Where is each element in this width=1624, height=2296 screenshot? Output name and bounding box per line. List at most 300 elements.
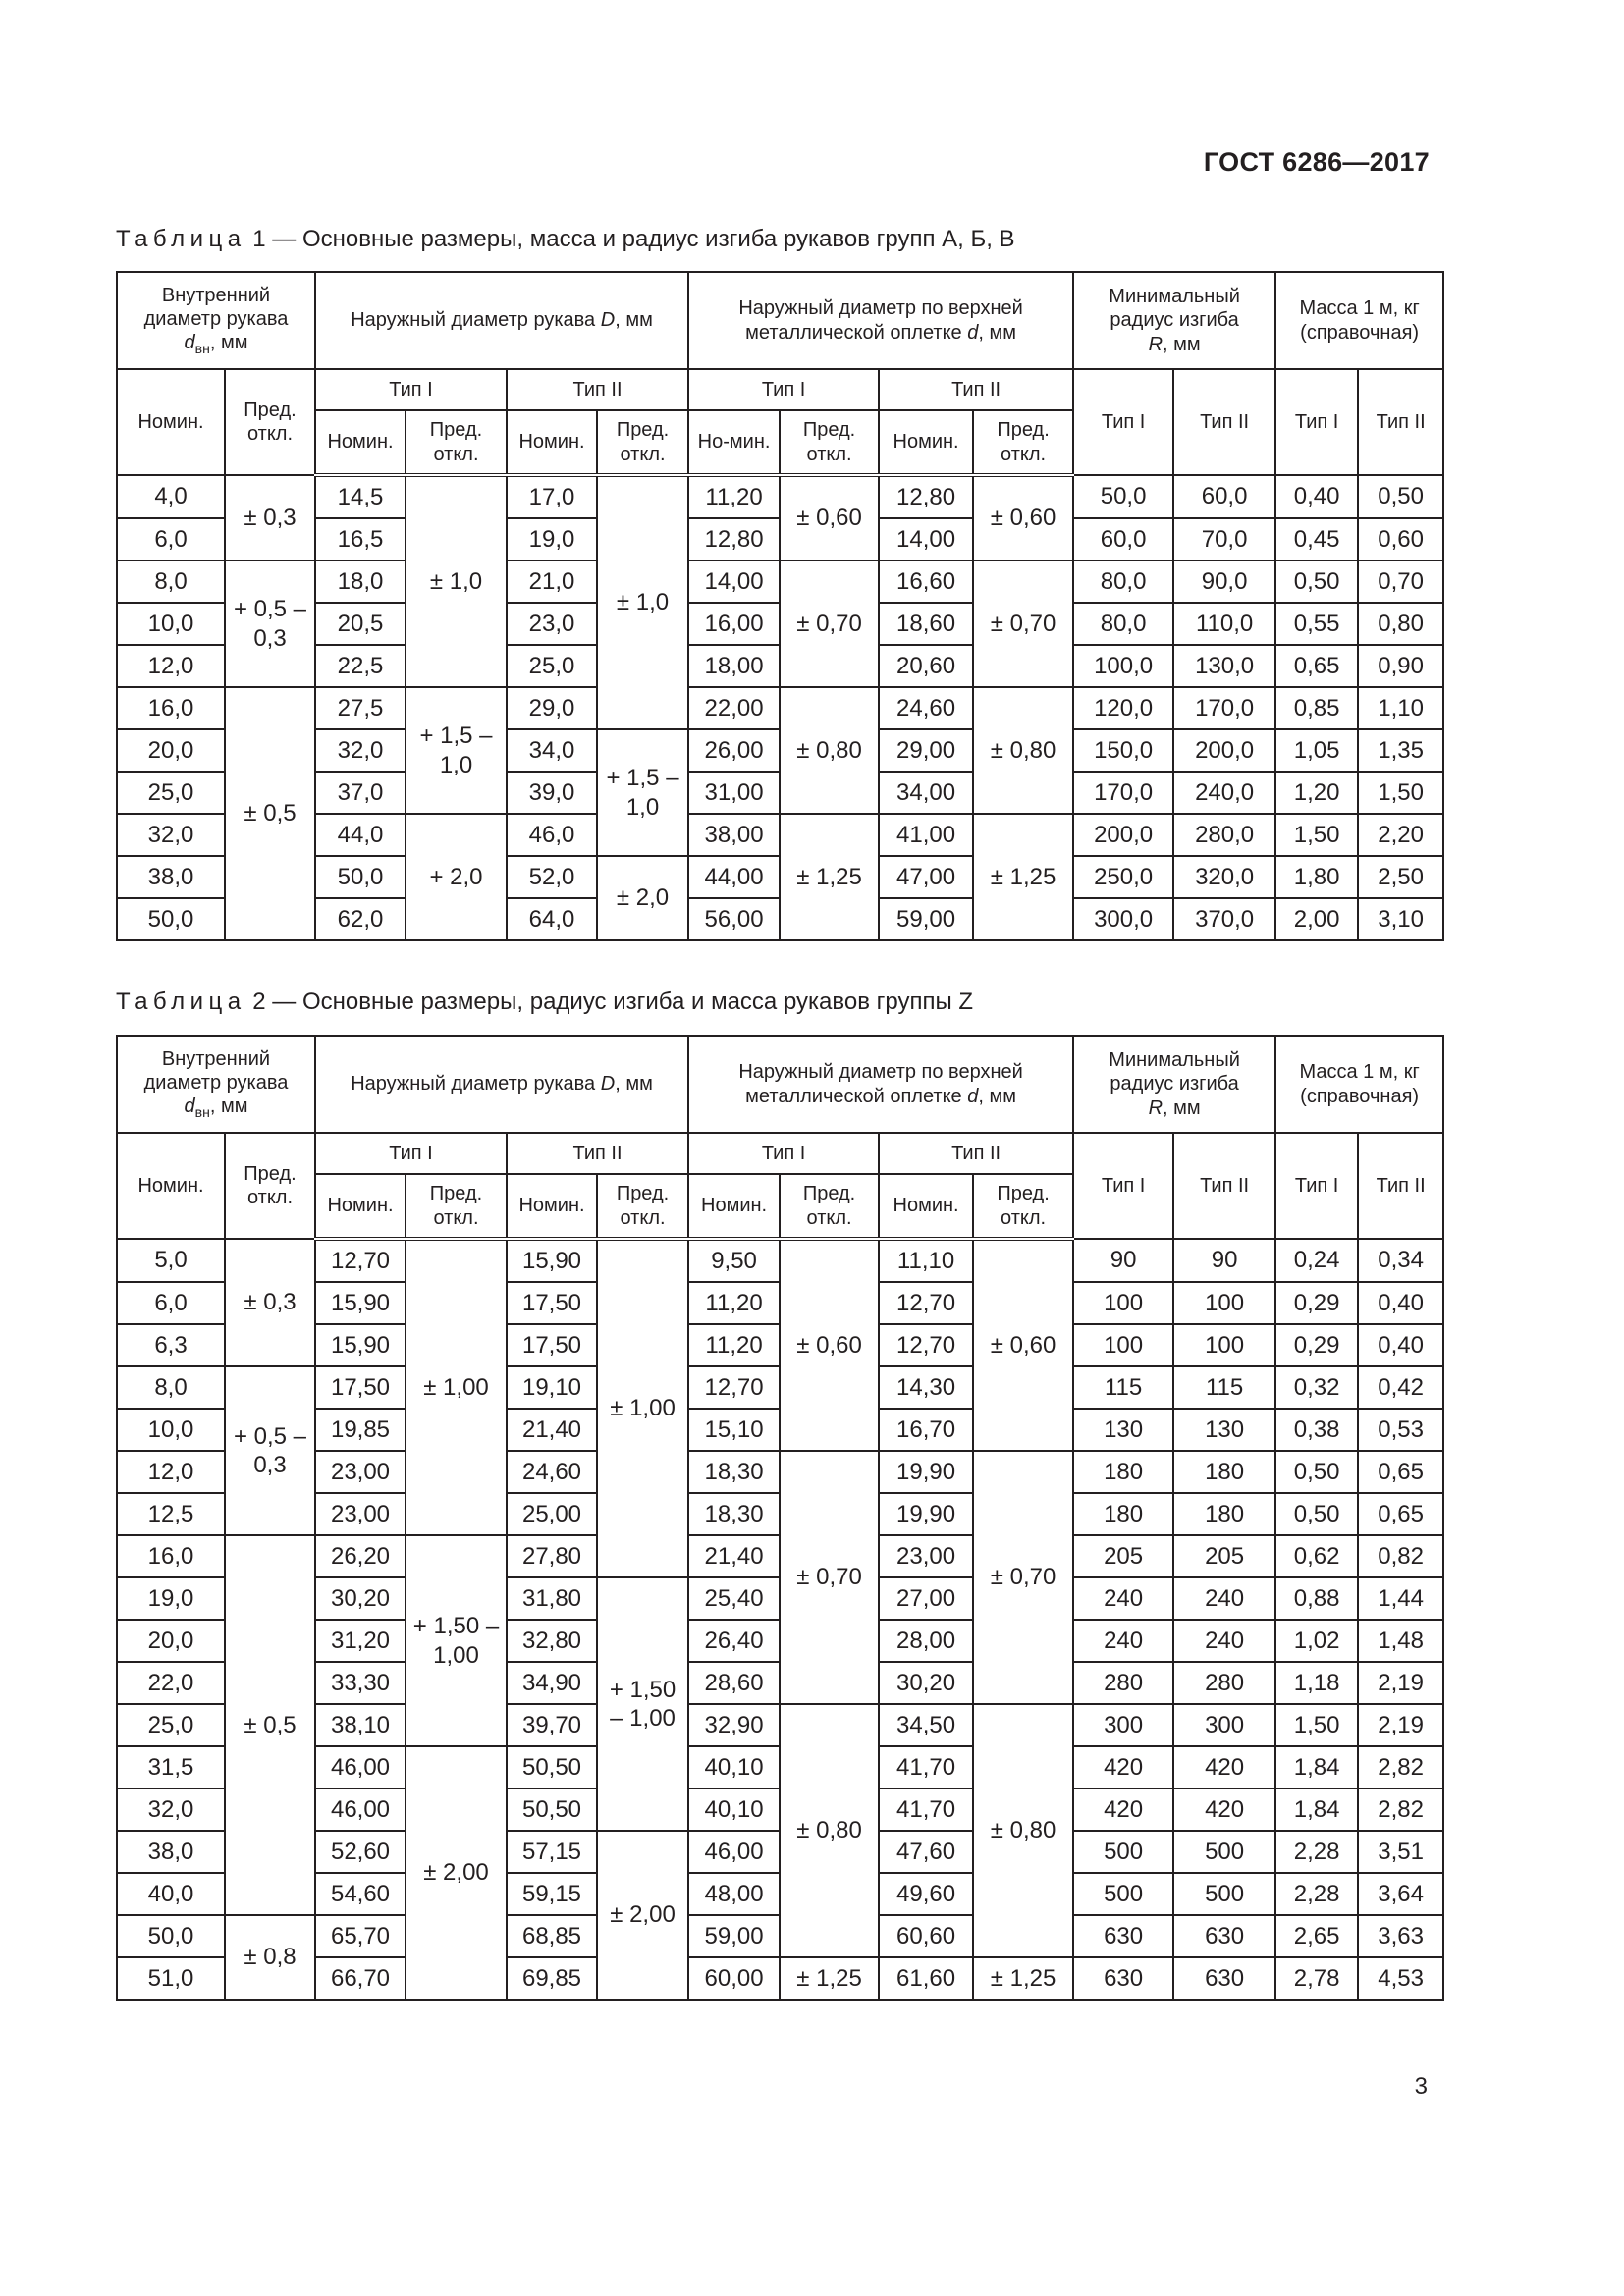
cell-d2-nom: 14,00 xyxy=(879,518,973,561)
cell-d1-dev: ± 0,80 xyxy=(780,1704,879,1957)
cell-inner-nom: 10,0 xyxy=(117,603,225,645)
cell-d2-nom: 12,70 xyxy=(879,1324,973,1366)
cell-m1: 2,00 xyxy=(1275,898,1358,940)
cell-D2-dev: + 1,5 – 1,0 xyxy=(597,729,688,856)
cell-d1-dev: ± 0,70 xyxy=(780,1451,879,1704)
cell-d2-dev: ± 0,70 xyxy=(973,561,1073,687)
header-D-type2: Тип II xyxy=(507,1133,688,1174)
cell-inner-nom: 25,0 xyxy=(117,772,225,814)
cell-D1-nom: 12,70 xyxy=(315,1239,406,1282)
cell-D2-nom: 21,0 xyxy=(507,561,597,603)
cell-R1: 115 xyxy=(1073,1366,1173,1409)
table2-caption-text: 2 — Основные размеры, радиус изгиба и масса рукавов группы Z xyxy=(252,988,974,1015)
cell-R1: 200,0 xyxy=(1073,814,1173,856)
header-braid-type2: Тип II xyxy=(879,369,1073,410)
header-mass-type1: Тип I xyxy=(1275,369,1358,475)
cell-inner-nom: 25,0 xyxy=(117,1704,225,1746)
d-subscript: вн xyxy=(194,1104,210,1121)
cell-inner-nom: 32,0 xyxy=(117,1789,225,1831)
table1-caption-word: Таблица xyxy=(116,226,246,252)
header-braid-diameter-text: Наружный диаметр по верхней металлической оплетке xyxy=(738,1061,1023,1107)
cell-inner-dev: ± 0,3 xyxy=(225,1239,315,1366)
cell-d2-nom: 18,60 xyxy=(879,603,973,645)
cell-m1: 1,84 xyxy=(1275,1789,1358,1831)
table2-caption-word: Таблица xyxy=(116,988,246,1015)
cell-m2: 0,70 xyxy=(1358,561,1443,603)
cell-d2-nom: 34,50 xyxy=(879,1704,973,1746)
cell-d1-nom: 48,00 xyxy=(688,1873,780,1915)
cell-d2-dev: ± 0,80 xyxy=(973,687,1073,814)
cell-R2: 100 xyxy=(1173,1282,1275,1324)
cell-inner-nom: 6,0 xyxy=(117,518,225,561)
cell-D1-nom: 15,90 xyxy=(315,1282,406,1324)
cell-D1-nom: 50,0 xyxy=(315,856,406,898)
cell-d2-nom: 19,90 xyxy=(879,1451,973,1493)
cell-D2-nom: 25,0 xyxy=(507,645,597,687)
header-inner-nom: Номин. xyxy=(117,1133,225,1239)
table2-caption xyxy=(116,988,973,1016)
cell-d2-nom: 41,70 xyxy=(879,1789,973,1831)
cell-d2-nom: 28,00 xyxy=(879,1620,973,1662)
cell-d1-nom: 59,00 xyxy=(688,1915,780,1957)
header-radius-type2: Тип II xyxy=(1173,369,1275,475)
cell-R1: 630 xyxy=(1073,1915,1173,1957)
table2 xyxy=(116,1035,1444,2001)
header-d2-nom: Номин. xyxy=(879,410,973,475)
cell-D1-nom: 20,5 xyxy=(315,603,406,645)
cell-inner-dev: ± 0,8 xyxy=(225,1915,315,2000)
cell-inner-nom: 6,3 xyxy=(117,1324,225,1366)
cell-m2: 1,35 xyxy=(1358,729,1443,772)
cell-D2-dev: ± 2,00 xyxy=(597,1831,688,2000)
cell-R1: 205 xyxy=(1073,1535,1173,1577)
cell-m2: 1,44 xyxy=(1358,1577,1443,1620)
cell-d1-nom: 46,00 xyxy=(688,1831,780,1873)
table-row xyxy=(117,561,1443,603)
cell-D1-nom: 54,60 xyxy=(315,1873,406,1915)
header-radius-type1: Тип I xyxy=(1073,369,1173,475)
cell-inner-nom: 51,0 xyxy=(117,1957,225,2000)
cell-d2-nom: 23,00 xyxy=(879,1535,973,1577)
table1-caption-text: 1 — Основные размеры, масса и радиус изгиба рукавов групп А, Б, В xyxy=(252,226,1015,252)
header-D-type2: Тип II xyxy=(507,369,688,410)
cell-D2-dev: ± 2,0 xyxy=(597,856,688,940)
cell-d1-nom: 9,50 xyxy=(688,1239,780,1282)
header-inner-nom: Номин. xyxy=(117,369,225,475)
cell-D2-nom: 21,40 xyxy=(507,1409,597,1451)
d-symbol: d xyxy=(184,332,195,354)
d-unit: , мм xyxy=(209,332,248,354)
cell-inner-dev: + 0,5 – 0,3 xyxy=(225,1366,315,1535)
cell-d2-dev: ± 0,80 xyxy=(973,1704,1073,1957)
cell-R1: 100 xyxy=(1073,1324,1173,1366)
cell-m1: 0,40 xyxy=(1275,475,1358,518)
cell-m2: 2,19 xyxy=(1358,1662,1443,1704)
cell-d2-nom: 12,70 xyxy=(879,1282,973,1324)
cell-D2-nom: 25,00 xyxy=(507,1493,597,1535)
cell-R1: 420 xyxy=(1073,1746,1173,1789)
header-D2-dev: Пред. откл. xyxy=(597,1174,688,1239)
cell-R2: 70,0 xyxy=(1173,518,1275,561)
cell-D1-nom: 14,5 xyxy=(315,475,406,518)
cell-D2-dev: + 1,50 – 1,00 xyxy=(597,1577,688,1831)
cell-D1-nom: 16,5 xyxy=(315,518,406,561)
header-mass-type2: Тип II xyxy=(1358,1133,1443,1239)
header-inner-dev: Пред. откл. xyxy=(225,1133,315,1239)
cell-R2: 630 xyxy=(1173,1915,1275,1957)
cell-inner-dev: + 0,5 – 0,3 xyxy=(225,561,315,687)
cell-D1-nom: 52,60 xyxy=(315,1831,406,1873)
cell-m2: 1,48 xyxy=(1358,1620,1443,1662)
cell-d1-nom: 26,40 xyxy=(688,1620,780,1662)
cell-R1: 80,0 xyxy=(1073,561,1173,603)
braid-d-unit: , мм xyxy=(978,1085,1016,1107)
cell-m2: 2,82 xyxy=(1358,1746,1443,1789)
header-min-radius-text: Минимальный радиус изгиба xyxy=(1109,285,1240,332)
D-symbol: D xyxy=(600,309,616,332)
header-outer-diameter-text: Наружный диаметр рукава xyxy=(351,1073,601,1095)
cell-inner-nom: 31,5 xyxy=(117,1746,225,1789)
cell-d1-nom: 32,90 xyxy=(688,1704,780,1746)
table-row xyxy=(117,814,1443,856)
cell-D1-dev: + 1,50 – 1,00 xyxy=(406,1535,507,1746)
cell-m2: 0,82 xyxy=(1358,1535,1443,1577)
cell-d2-nom: 60,60 xyxy=(879,1915,973,1957)
cell-d1-nom: 14,00 xyxy=(688,561,780,603)
cell-d2-nom: 41,70 xyxy=(879,1746,973,1789)
cell-D2-nom: 29,0 xyxy=(507,687,597,729)
cell-R1: 170,0 xyxy=(1073,772,1173,814)
D-unit: , мм xyxy=(615,1073,653,1095)
cell-d1-nom: 25,40 xyxy=(688,1577,780,1620)
cell-d2-nom: 41,00 xyxy=(879,814,973,856)
cell-m1: 0,65 xyxy=(1275,645,1358,687)
cell-m2: 2,50 xyxy=(1358,856,1443,898)
cell-d1-nom: 21,40 xyxy=(688,1535,780,1577)
cell-D1-dev: ± 2,00 xyxy=(406,1746,507,2000)
header-D2-nom: Номин. xyxy=(507,1174,597,1239)
table1 xyxy=(116,271,1444,941)
cell-m1: 0,38 xyxy=(1275,1409,1358,1451)
cell-m2: 3,63 xyxy=(1358,1915,1443,1957)
cell-m2: 0,50 xyxy=(1358,475,1443,518)
D-unit: , мм xyxy=(615,309,653,332)
cell-R1: 500 xyxy=(1073,1831,1173,1873)
cell-D2-nom: 32,80 xyxy=(507,1620,597,1662)
cell-m1: 0,45 xyxy=(1275,518,1358,561)
cell-d2-nom: 24,60 xyxy=(879,687,973,729)
cell-d1-nom: 18,30 xyxy=(688,1451,780,1493)
cell-d1-dev: ± 0,60 xyxy=(780,1239,879,1451)
cell-D2-nom: 19,0 xyxy=(507,518,597,561)
cell-d1-nom: 38,00 xyxy=(688,814,780,856)
cell-D1-nom: 17,50 xyxy=(315,1366,406,1409)
cell-d2-nom: 14,30 xyxy=(879,1366,973,1409)
table-row xyxy=(117,1239,1443,1282)
header-D-type1: Тип I xyxy=(315,1133,507,1174)
d-unit: , мм xyxy=(209,1095,248,1118)
cell-R1: 50,0 xyxy=(1073,475,1173,518)
cell-m2: 2,82 xyxy=(1358,1789,1443,1831)
cell-D1-nom: 62,0 xyxy=(315,898,406,940)
cell-d2-dev: ± 0,60 xyxy=(973,1239,1073,1451)
cell-d2-nom: 19,90 xyxy=(879,1493,973,1535)
cell-inner-nom: 16,0 xyxy=(117,1535,225,1577)
cell-d2-dev: ± 0,70 xyxy=(973,1451,1073,1704)
header-inner-dev: Пред. откл. xyxy=(225,369,315,475)
cell-D1-nom: 33,30 xyxy=(315,1662,406,1704)
d-symbol: d xyxy=(184,1095,195,1118)
cell-m2: 0,42 xyxy=(1358,1366,1443,1409)
cell-m2: 0,40 xyxy=(1358,1282,1443,1324)
cell-inner-nom: 22,0 xyxy=(117,1662,225,1704)
cell-inner-dev: ± 0,5 xyxy=(225,687,315,940)
cell-inner-dev: ± 0,3 xyxy=(225,475,315,561)
cell-D2-nom: 50,50 xyxy=(507,1789,597,1831)
cell-R1: 100 xyxy=(1073,1282,1173,1324)
cell-d2-dev: ± 1,25 xyxy=(973,814,1073,940)
cell-inner-nom: 6,0 xyxy=(117,1282,225,1324)
cell-R1: 240 xyxy=(1073,1620,1173,1662)
cell-R2: 300 xyxy=(1173,1704,1275,1746)
cell-R2: 200,0 xyxy=(1173,729,1275,772)
table-row xyxy=(117,1957,1443,2000)
header-D2-nom: Номин. xyxy=(507,410,597,475)
cell-m1: 2,28 xyxy=(1275,1873,1358,1915)
cell-inner-nom: 50,0 xyxy=(117,1915,225,1957)
cell-d2-nom: 47,00 xyxy=(879,856,973,898)
header-d1-nom: Но-мин. xyxy=(688,410,780,475)
cell-inner-dev: ± 0,5 xyxy=(225,1535,315,1915)
cell-D2-nom: 39,70 xyxy=(507,1704,597,1746)
page-number: 3 xyxy=(1414,2073,1428,2100)
cell-m2: 1,50 xyxy=(1358,772,1443,814)
header-min-radius xyxy=(1073,1036,1275,1133)
header-inner-diameter xyxy=(117,1036,315,1133)
cell-m1: 0,29 xyxy=(1275,1282,1358,1324)
cell-D2-nom: 34,0 xyxy=(507,729,597,772)
cell-D1-nom: 65,70 xyxy=(315,1915,406,1957)
cell-d1-nom: 26,00 xyxy=(688,729,780,772)
header-mass-type2: Тип II xyxy=(1358,369,1443,475)
header-D1-dev: Пред. откл. xyxy=(406,410,507,475)
cell-D1-dev: + 1,5 – 1,0 xyxy=(406,687,507,814)
cell-R1: 500 xyxy=(1073,1873,1173,1915)
cell-R1: 240 xyxy=(1073,1577,1173,1620)
cell-d1-dev: ± 0,60 xyxy=(780,475,879,561)
header-min-radius xyxy=(1073,272,1275,369)
cell-m1: 0,85 xyxy=(1275,687,1358,729)
cell-d1-nom: 11,20 xyxy=(688,1282,780,1324)
cell-D1-nom: 26,20 xyxy=(315,1535,406,1577)
document-code: ГОСТ 6286—2017 xyxy=(1203,147,1430,177)
cell-D1-nom: 37,0 xyxy=(315,772,406,814)
cell-inner-nom: 19,0 xyxy=(117,1577,225,1620)
cell-m2: 0,53 xyxy=(1358,1409,1443,1451)
cell-D2-nom: 17,0 xyxy=(507,475,597,518)
header-inner-diameter-text: Внутренний диаметр рукава xyxy=(143,284,289,330)
cell-D2-nom: 19,10 xyxy=(507,1366,597,1409)
cell-m1: 0,32 xyxy=(1275,1366,1358,1409)
cell-d1-nom: 11,20 xyxy=(688,475,780,518)
cell-m2: 0,65 xyxy=(1358,1451,1443,1493)
cell-R1: 250,0 xyxy=(1073,856,1173,898)
cell-D1-dev: ± 1,00 xyxy=(406,1239,507,1535)
R-symbol: R xyxy=(1148,1096,1164,1119)
cell-m2: 0,65 xyxy=(1358,1493,1443,1535)
cell-inner-nom: 5,0 xyxy=(117,1239,225,1282)
cell-R2: 115 xyxy=(1173,1366,1275,1409)
cell-D2-nom: 64,0 xyxy=(507,898,597,940)
header-d2-dev: Пред. откл. xyxy=(973,410,1073,475)
cell-D1-nom: 15,90 xyxy=(315,1324,406,1366)
header-radius-type1: Тип I xyxy=(1073,1133,1173,1239)
table-row xyxy=(117,1704,1443,1746)
braid-d-unit: , мм xyxy=(978,321,1016,344)
cell-d2-nom: 16,60 xyxy=(879,561,973,603)
cell-D2-nom: 69,85 xyxy=(507,1957,597,2000)
cell-D2-dev: ± 1,0 xyxy=(597,475,688,729)
cell-inner-nom: 8,0 xyxy=(117,561,225,603)
cell-D2-nom: 34,90 xyxy=(507,1662,597,1704)
cell-inner-nom: 10,0 xyxy=(117,1409,225,1451)
cell-D2-dev: ± 1,00 xyxy=(597,1239,688,1577)
cell-R2: 130,0 xyxy=(1173,645,1275,687)
cell-m1: 1,20 xyxy=(1275,772,1358,814)
cell-R1: 180 xyxy=(1073,1493,1173,1535)
cell-m2: 0,80 xyxy=(1358,603,1443,645)
R-unit: , мм xyxy=(1163,333,1201,355)
cell-m1: 1,80 xyxy=(1275,856,1358,898)
header-inner-diameter xyxy=(117,272,315,369)
cell-d1-nom: 22,00 xyxy=(688,687,780,729)
header-D2-dev: Пред. откл. xyxy=(597,410,688,475)
cell-m2: 0,90 xyxy=(1358,645,1443,687)
cell-R1: 300,0 xyxy=(1073,898,1173,940)
braid-d-symbol: d xyxy=(967,321,979,344)
cell-R1: 80,0 xyxy=(1073,603,1173,645)
table-row xyxy=(117,475,1443,518)
cell-R1: 420 xyxy=(1073,1789,1173,1831)
cell-R2: 280 xyxy=(1173,1662,1275,1704)
cell-D1-nom: 19,85 xyxy=(315,1409,406,1451)
cell-inner-nom: 38,0 xyxy=(117,1831,225,1873)
header-d2-nom: Номин. xyxy=(879,1174,973,1239)
cell-R2: 100 xyxy=(1173,1324,1275,1366)
cell-d1-nom: 60,00 xyxy=(688,1957,780,2000)
R-unit: , мм xyxy=(1163,1096,1201,1119)
cell-m2: 0,40 xyxy=(1358,1324,1443,1366)
header-mass: Масса 1 м, кг (справочная) xyxy=(1275,1036,1443,1133)
cell-d1-nom: 16,00 xyxy=(688,603,780,645)
header-braid-diameter xyxy=(688,272,1073,369)
cell-d1-dev: ± 1,25 xyxy=(780,814,879,940)
cell-d2-nom: 59,00 xyxy=(879,898,973,940)
cell-D2-nom: 15,90 xyxy=(507,1239,597,1282)
cell-R2: 170,0 xyxy=(1173,687,1275,729)
header-D1-nom: Номин. xyxy=(315,1174,406,1239)
cell-R1: 100,0 xyxy=(1073,645,1173,687)
cell-d2-nom: 20,60 xyxy=(879,645,973,687)
cell-d2-nom: 34,00 xyxy=(879,772,973,814)
cell-d1-nom: 15,10 xyxy=(688,1409,780,1451)
cell-R2: 205 xyxy=(1173,1535,1275,1577)
cell-inner-nom: 4,0 xyxy=(117,475,225,518)
cell-m1: 1,50 xyxy=(1275,1704,1358,1746)
cell-R2: 420 xyxy=(1173,1746,1275,1789)
header-braid-diameter-text: Наружный диаметр по верхней металлической оплетке xyxy=(738,297,1023,344)
cell-m2: 3,64 xyxy=(1358,1873,1443,1915)
header-mass-type1: Тип I xyxy=(1275,1133,1358,1239)
cell-R1: 150,0 xyxy=(1073,729,1173,772)
cell-m1: 2,65 xyxy=(1275,1915,1358,1957)
cell-D1-nom: 30,20 xyxy=(315,1577,406,1620)
cell-R2: 500 xyxy=(1173,1873,1275,1915)
cell-d1-nom: 11,20 xyxy=(688,1324,780,1366)
cell-R1: 120,0 xyxy=(1073,687,1173,729)
cell-D2-nom: 23,0 xyxy=(507,603,597,645)
header-radius-type2: Тип II xyxy=(1173,1133,1275,1239)
cell-m2: 1,10 xyxy=(1358,687,1443,729)
cell-R2: 630 xyxy=(1173,1957,1275,2000)
cell-m2: 0,60 xyxy=(1358,518,1443,561)
cell-D2-nom: 57,15 xyxy=(507,1831,597,1873)
cell-D2-nom: 27,80 xyxy=(507,1535,597,1577)
cell-R1: 280 xyxy=(1073,1662,1173,1704)
cell-d1-nom: 31,00 xyxy=(688,772,780,814)
cell-D1-nom: 22,5 xyxy=(315,645,406,687)
header-braid-type2: Тип II xyxy=(879,1133,1073,1174)
cell-R2: 60,0 xyxy=(1173,475,1275,518)
cell-inner-nom: 40,0 xyxy=(117,1873,225,1915)
cell-m1: 2,28 xyxy=(1275,1831,1358,1873)
cell-m1: 0,24 xyxy=(1275,1239,1358,1282)
cell-m1: 0,50 xyxy=(1275,1493,1358,1535)
cell-d1-nom: 12,80 xyxy=(688,518,780,561)
cell-inner-nom: 12,0 xyxy=(117,645,225,687)
cell-d1-nom: 56,00 xyxy=(688,898,780,940)
cell-D2-nom: 31,80 xyxy=(507,1577,597,1620)
D-symbol: D xyxy=(600,1073,616,1095)
cell-m1: 0,29 xyxy=(1275,1324,1358,1366)
cell-D1-nom: 31,20 xyxy=(315,1620,406,1662)
header-outer-diameter-text: Наружный диаметр рукава xyxy=(351,309,601,332)
header-D1-dev: Пред. откл. xyxy=(406,1174,507,1239)
header-D1-nom: Номин. xyxy=(315,410,406,475)
cell-d1-dev: ± 0,80 xyxy=(780,687,879,814)
cell-D2-nom: 68,85 xyxy=(507,1915,597,1957)
cell-D2-nom: 50,50 xyxy=(507,1746,597,1789)
cell-m1: 1,84 xyxy=(1275,1746,1358,1789)
table1-caption xyxy=(116,226,1015,253)
cell-R1: 180 xyxy=(1073,1451,1173,1493)
cell-R2: 90,0 xyxy=(1173,561,1275,603)
header-d2-dev: Пред. откл. xyxy=(973,1174,1073,1239)
cell-D1-nom: 46,00 xyxy=(315,1789,406,1831)
cell-d1-nom: 40,10 xyxy=(688,1789,780,1831)
header-inner-diameter-text: Внутренний диаметр рукава xyxy=(143,1047,289,1094)
cell-R2: 320,0 xyxy=(1173,856,1275,898)
cell-d2-nom: 27,00 xyxy=(879,1577,973,1620)
header-d1-dev: Пред. откл. xyxy=(780,1174,879,1239)
cell-R2: 240 xyxy=(1173,1620,1275,1662)
cell-R2: 420 xyxy=(1173,1789,1275,1831)
cell-d2-nom: 16,70 xyxy=(879,1409,973,1451)
cell-D1-nom: 18,0 xyxy=(315,561,406,603)
cell-m1: 0,55 xyxy=(1275,603,1358,645)
cell-R1: 630 xyxy=(1073,1957,1173,2000)
cell-m1: 0,50 xyxy=(1275,1451,1358,1493)
